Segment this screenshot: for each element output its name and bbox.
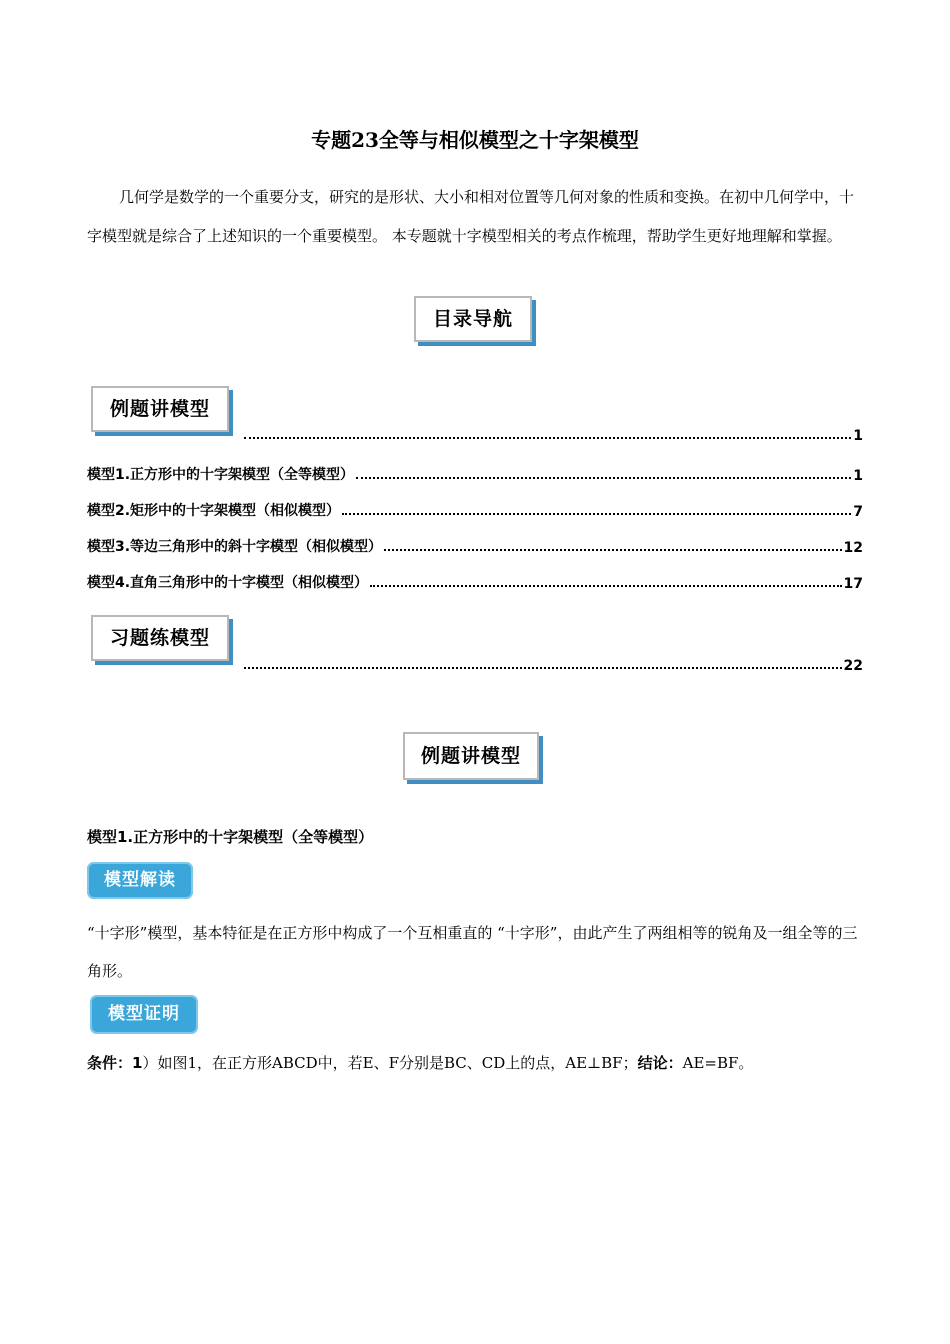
conclusion-label: 结论：	[637, 1054, 683, 1072]
toc-label: 模型3.等边三角形中的斜十字模型（相似模型）	[87, 539, 383, 555]
toc-page-number: 1	[853, 468, 863, 484]
toc-entry-model-1[interactable]	[87, 464, 863, 484]
model-1-title: 模型1.正方形中的十字架模型（全等模型）	[87, 828, 374, 846]
toc-leader	[356, 477, 851, 479]
toc-page-number: 1	[853, 428, 863, 444]
toc-leader	[370, 585, 841, 587]
toc-label: 模型2.矩形中的十字架模型（相似模型）	[87, 503, 341, 519]
condition-label: 条件：	[87, 1054, 133, 1072]
document-title: 专题23全等与相似模型之十字架模型	[311, 128, 639, 152]
toc-entry-exercises[interactable]	[242, 658, 863, 674]
toc-page-number: 22	[843, 658, 863, 674]
conclusion-text: AE=BF。	[682, 1054, 754, 1072]
toc-label: 模型4.直角三角形中的十字模型（相似模型）	[87, 575, 369, 591]
toc-leader	[384, 549, 841, 551]
toc-page-number: 7	[853, 504, 863, 520]
toc-examples-header: 例题讲模型	[91, 386, 229, 432]
toc-exercises-header: 习题练模型	[91, 615, 229, 661]
toc-nav-header: 目录导航	[414, 296, 532, 342]
toc-label: 模型1.正方形中的十字架模型（全等模型）	[87, 467, 355, 483]
examples-section-header: 例题讲模型	[403, 732, 539, 780]
model-reading-text: “十字形”模型，基本特征是在正方形中构成了一个互相重直的 “十字形”，由此产生了两组相等的锐角及一组全等的三角形。	[87, 924, 858, 980]
condition-number: 1	[132, 1054, 143, 1072]
toc-page-number: 12	[843, 540, 863, 556]
toc-entry-model-2[interactable]	[87, 500, 863, 520]
model-reading-label: 模型解读	[87, 862, 193, 899]
intro-paragraph: 几何学是数学的一个重要分支，研究的是形状、大小和相对位置等几何对象的性质和变换。在初中几何学中，十字模型就是综合了上述知识的一个重要模型。 本专题就十字模型相关的考点作梳理，帮助学生更好地理解和掌握。	[87, 188, 855, 245]
toc-entry-model-3[interactable]	[87, 536, 863, 556]
toc-entry-model-4[interactable]	[87, 572, 863, 592]
toc-page-number: 17	[843, 576, 863, 592]
toc-leader	[244, 437, 851, 439]
toc-leader	[342, 513, 851, 515]
toc-leader	[244, 667, 842, 669]
model-proof-label: 模型证明	[90, 995, 198, 1034]
toc-entry-examples[interactable]	[242, 428, 863, 444]
condition-text: ）如图1，在正方形ABCD中，若E、F分别是BC、CD上的点，AE⊥BF；	[142, 1054, 638, 1072]
condition-line	[87, 1050, 867, 1076]
